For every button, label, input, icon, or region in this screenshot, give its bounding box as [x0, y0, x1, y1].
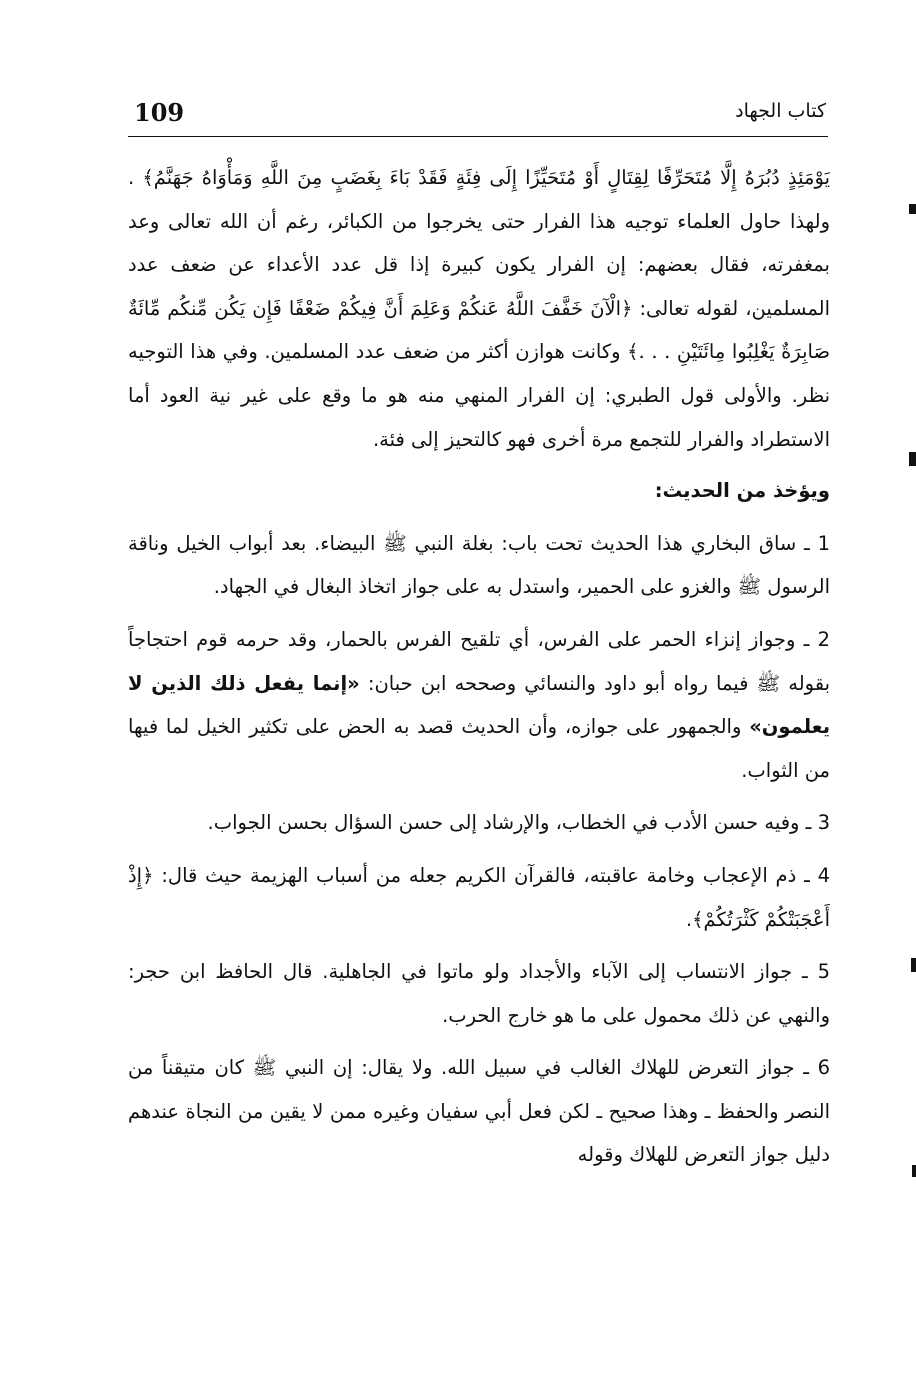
page-header: [128, 96, 828, 137]
body-text: 2 ـ وجواز إنزاء الحمر على الفرس، أي تلقيح الفرس بالحمار، وقد حرمه قوم احتجاجاً بقوله ﷺ فيما رواه أبو داود والنسائي وصححه ابن حبان:: [128, 627, 830, 695]
body-text: 4 ـ ذم الإعجاب وخامة عاقبته، فالقرآن الكريم جعله من أسباب الهزيمة حيث قال:: [161, 863, 830, 887]
body-text: وكانت هوازن أكثر من ضعف عدد المسلمين. وفي هذا التوجيه نظر. والأولى قول الطبري: إن الفرار المنهي منه هو ما وقع على غير نية العود أما الاستطراد والفرار للتجمع مرة أخرى فهو كالتحيز إلى فئة.: [128, 340, 830, 451]
point-4: [128, 854, 830, 941]
quran-verse: ﴿إِذْ أَعْجَبَتْكُمْ كَثْرَتُكُمْ﴾: [128, 863, 830, 931]
running-title: كتاب الجهاد: [735, 100, 826, 122]
point-1: 1 ـ ساق البخاري هذا الحديث تحت باب: بغلة النبي ﷺ البيضاء. بعد أبواب الخيل وناقة الرسول ﷺ والغزو على الحمير، واستدل به على جواز اتخاذ البغال في الجهاد.: [128, 531, 830, 599]
point-2: [128, 618, 830, 792]
body-text: .: [685, 907, 693, 931]
quran-verse: يَوْمَئِذٍ دُبُرَهُ إِلَّا مُتَحَرِّفًا لِقِتَالٍ أَوْ مُتَحَيِّزًا إِلَى فِئَةٍ فَقَدْ بَاءَ بِغَضَبٍ مِنَ اللَّهِ وَمَأْوَاهُ جَهَنَّمُ﴾: [142, 166, 830, 189]
point-5: 5 ـ جواز الانتساب إلى الآباء والأجداد ولو ماتوا في الجاهلية. قال الحافظ ابن حجر: والنهي عن ذلك محمول على ما هو خارج الحرب.: [128, 960, 830, 1027]
intro-paragraph: [128, 156, 830, 461]
hadith-quote: «إنما يفعل ذلك الذين لا يعلمون»: [128, 671, 831, 739]
page-number: 109: [134, 98, 185, 127]
quran-verse: ﴿الْآنَ خَفَّفَ اللَّهُ عَنكُمْ وَعَلِمَ أَنَّ فِيكُمْ ضَعْفًا فَإِن يَكُن مِّنكُم مِّائَةٌ صَابِرَةٌ يَغْلِبُوا مِائَتَيْنِ . . .﴾: [128, 296, 830, 364]
page-content: [128, 156, 830, 1177]
point-6: 6 ـ جواز التعرض للهلاك الغالب في سبيل الله. ولا يقال: إن النبي ﷺ كان متيقناً من النصر والحفظ ـ وهذا صحيح ـ لكن فعل أبي سفيان وغيره ممن لا يقين من النجاة عندهم دليل جواز التعرض للهلاك وقوله: [128, 1056, 830, 1167]
point-3: 3 ـ وفيه حسن الأدب في الخطاب، والإرشاد إلى حسن السؤال بحسن الجواب.: [207, 811, 830, 835]
body-text: . ولهذا حاول العلماء توجيه هذا الفرار حتى يخرجوا من الكبائر، رغم أن الله تعالى وعد بمغفرته، فقال بعضهم: إن الفرار يكون كبيرة إذا قل عدد الأعداء عن ضعف عدد المسلمين، لقوله تعالى:: [128, 166, 830, 320]
scan-edge-mark: [909, 204, 916, 214]
section-heading: ويؤخذ من الحديث:: [654, 479, 830, 503]
scan-edge-mark: [911, 958, 916, 972]
scan-edge-mark: [912, 1165, 916, 1177]
body-text: والجمهور على جوازه، وأن الحديث قصد به الحض على تكثير الخيل لما فيها من الثواب.: [128, 715, 830, 782]
scan-edge-mark: [909, 452, 916, 466]
